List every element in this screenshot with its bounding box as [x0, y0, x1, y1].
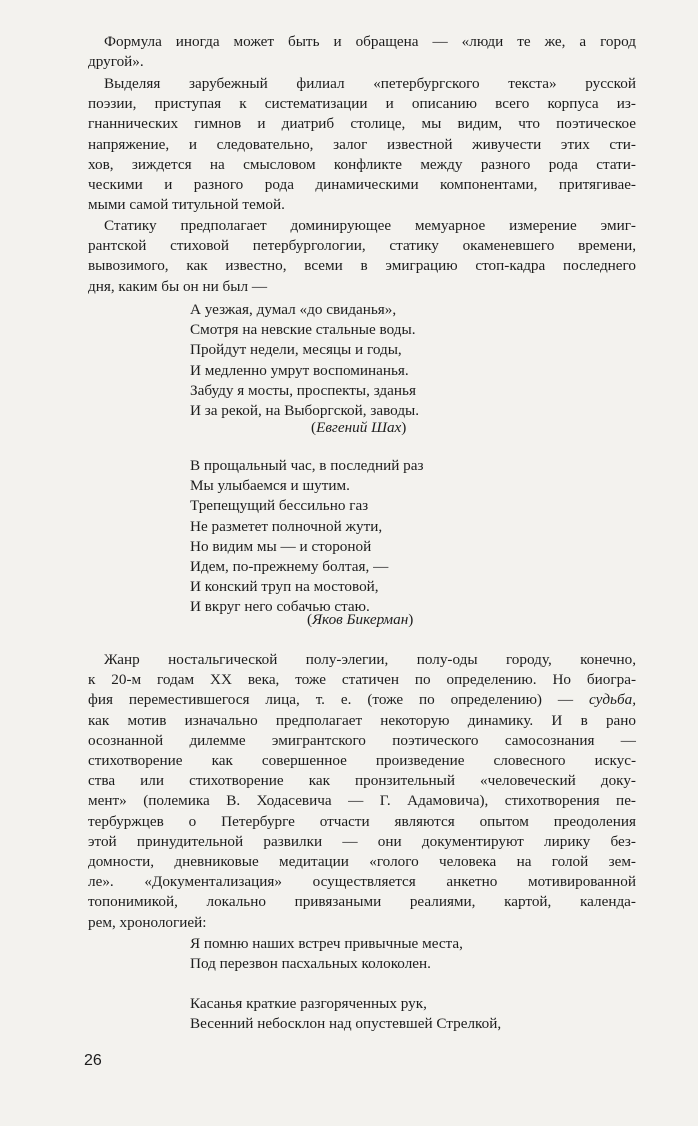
verse-line: Не разметет полночной жути, — [190, 517, 383, 535]
verse-line: Пройдут недели, месяцы и годы, — [190, 341, 402, 359]
verse-line: Я помню наших встреч привычные места, — [190, 935, 463, 952]
text-line: Формула иногда может быть и обращена — «люди те же, а город — [104, 33, 636, 50]
poem-2 — [190, 456, 423, 618]
page-number: 26 — [84, 1052, 102, 1069]
text-line: осознанной дилемме эмигрантского поэтического самосознания — — [88, 731, 636, 749]
verse-line: Забуду я мосты, проспекты, зданья — [190, 381, 416, 399]
text-line: Выделяя зарубежный филиал «петербургского текста» русской — [104, 75, 636, 92]
verse-line: Мы улыбаемся и шутим. — [190, 477, 350, 495]
text-line: рантской стиховой петербургологии, статику окаменевшего времени, — [88, 237, 636, 255]
poem-3-stanza-2 — [190, 994, 501, 1034]
verse-line: Под перезвон пасхальных колоколен. — [190, 955, 431, 973]
verse-line: И конский труп на мостовой, — [190, 578, 379, 596]
text-line: топонимикой, локально привязаными реалиями, картой, календа- — [88, 893, 636, 911]
text-line: этой принудительной развилки — они документируют лирику без- — [88, 832, 636, 850]
text-line: напряжение, и следовательно, залог известной живучести этих сти- — [88, 135, 636, 153]
text-fragment: фия переместившегося лица, т. е. (тоже по определению) — — [88, 691, 590, 709]
paragraph-1 — [88, 32, 636, 72]
text-line: мент» (полемика В. Ходасевича — Г. Адамовича), стихотворения пе- — [88, 792, 636, 810]
text-line: рем, хронологией: — [88, 913, 207, 931]
text-line: Статику предполагает доминирующее мемуарное измерение эмиг- — [104, 217, 636, 234]
text-line: вывозимого, как известно, всеми в эмиграцию стоп-кадра последнего — [88, 257, 636, 275]
poem-1-attribution: (Евгений Шах) — [311, 419, 407, 436]
text-line: домности, дневниковые медитации «голого человека на голой зем- — [88, 853, 636, 871]
text-line: ческими и разного рода динамическими компонентами, притягивае- — [88, 176, 636, 194]
poem-2-attribution: (Яков Бикерман) — [307, 611, 414, 628]
paragraph-3 — [88, 216, 636, 297]
poem-3-stanza-1 — [190, 934, 463, 974]
poem-1 — [190, 300, 419, 421]
verse-line: И за рекой, на Выборгской, заводы. — [190, 402, 420, 420]
verse-line: Весенний небосклон над опустевшей Стрелкой, — [190, 1015, 502, 1033]
verse-line: Но видим мы — и стороной — [190, 537, 372, 555]
text-line: ле». «Документализация» осуществляется анкетно мотивированной — [88, 873, 636, 891]
verse-line: Идем, по-прежнему болтая, — — [190, 558, 389, 576]
italic-word: судьба, — [589, 691, 636, 709]
paragraph-2 — [88, 74, 636, 215]
verse-line: И медленно умрут воспоминанья. — [190, 361, 409, 379]
verse-line: А уезжая, думал «до свиданья», — [190, 301, 397, 318]
poem-2-author: Яков Бикерман — [312, 611, 409, 628]
paragraph-4 — [88, 650, 636, 933]
text-line: другой». — [88, 53, 144, 71]
verse-line: Трепещущий бессильно газ — [190, 497, 369, 515]
text-line: тербуржцев о Петербурге отчасти являются опытом преодоления — [88, 812, 636, 830]
text-line: стихотворение как совершенное произведение словесного искус- — [88, 752, 636, 770]
text-line: ства или стихотворение как пронзительный «человеческий доку- — [88, 772, 636, 790]
text-line: мыми самой титульной темой. — [88, 196, 285, 214]
text-line: Жанр ностальгической полу-элегии, полу-оды городу, конечно, — [104, 651, 636, 668]
text-line: дня, каким бы он ни был — — [88, 277, 268, 295]
text-line: к 20-м годам XX века, тоже статичен по определению. Но биогра- — [88, 671, 636, 689]
text-line: гнаннических гимнов и диатриб столице, мы видим, что поэтическое — [88, 115, 636, 133]
verse-line: Смотря на невские стальные воды. — [190, 321, 416, 339]
text-line: поэзии, приступая к систематизации и описанию всего корпуса из- — [88, 95, 636, 113]
text-line: как мотив изначально предполагает некоторую динамику. И в рано — [88, 711, 636, 729]
verse-line: Касанья краткие разгоряченных рук, — [190, 995, 427, 1012]
verse-line: И вкруг него собачью стаю. — [190, 598, 370, 616]
text-line-with-italic — [88, 690, 636, 710]
poem-1-author: Евгений Шах — [316, 419, 402, 436]
verse-line: В прощальный час, в последний раз — [190, 457, 424, 474]
text-line: хов, зиждется на смысловом конфликте между разного рода стати- — [88, 155, 636, 173]
